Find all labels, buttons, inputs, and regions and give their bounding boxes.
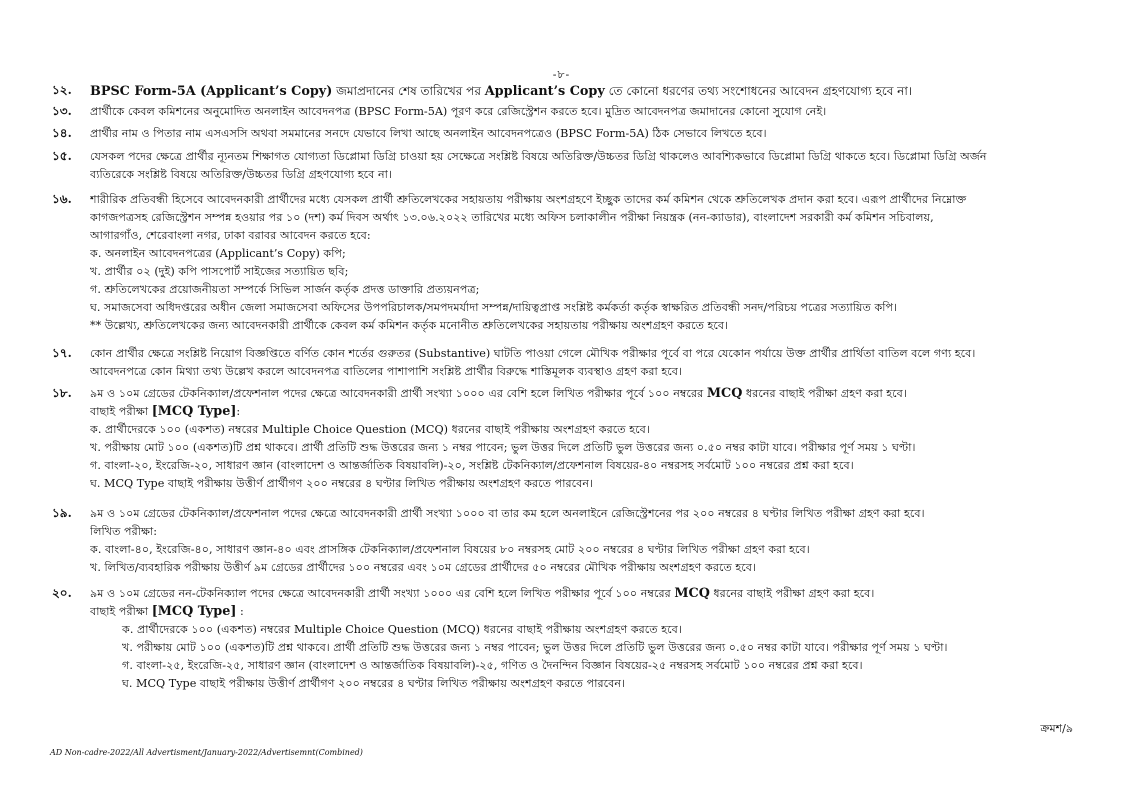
clause-line <box>90 82 1080 100</box>
text-run: লিখিত পরীক্ষা: <box>90 525 158 538</box>
clause-line <box>90 505 1080 523</box>
clause-line <box>90 639 1080 657</box>
clause-line <box>90 541 1080 559</box>
text-run: আগারগাঁও, শেরেবাংলা নগর, ঢাকা বরাবর আবেদন করতে হবে: <box>90 229 371 242</box>
text-run: কোন প্রার্থীর ক্ষেত্রে সংশ্লিষ্ট নিয়োগ বিজ্ঞপ্তিতে বর্ণিত কোন শর্তের গুরুতর (Substantive) ঘাটতি পাওয়া গেলে মৌখিক পরীক্ষার পূর্বে বা পরে যেকোন পর্যায়ে উক্ত প্রার্থীর প্রার্থিতা বাতিল বলে গণ্য হবে। <box>90 347 976 360</box>
clause-line <box>90 125 1080 143</box>
text-run: ক. অনলাইন আবেদনপত্রের (Applicant’s Copy) কপি; <box>90 247 346 260</box>
bold-text: [MCQ Type] <box>151 404 237 419</box>
text-run: : <box>236 605 244 618</box>
text-run: ব্যতিরেকে সংশ্লিষ্ট বিষয়ে অতিরিক্ত/উচ্চতর ডিগ্রি গ্রহণযোগ্য হবে না। <box>90 168 392 181</box>
clause-line <box>90 559 1080 577</box>
text-run: ঘ. MCQ Type বাছাই পরীক্ষায় উত্তীর্ণ প্রার্থীগণ ২০০ নম্বরের ৪ ঘণ্টার লিখিত পরীক্ষায় অংশগ্রহণ করতে পারবেন। <box>90 477 594 490</box>
clause-body <box>90 103 1080 121</box>
text-run: গ. বাংলা-২০, ইংরেজি-২০, সাধারণ জ্ঞান (বাংলাদেশ ও আন্তর্জাতিক বিষয়াবলি)-২০, সংশ্লিষ্ট টেকনিক্যাল/প্রফেশনাল বিষয়ের-৪০ নম্বরসহ সর্বমোট ১০০ নম্বরের প্রশ্ন করা হবে। <box>90 459 854 472</box>
clause-line <box>90 148 1080 166</box>
text-run: জমাপ্রদানের শেষ তারিখের পর <box>332 84 485 98</box>
clause-number: ১২. <box>52 83 72 97</box>
clause-line <box>90 421 1080 439</box>
text-run: তে কোনো ধরণের তথ্য সংশোধনের আবেদন গ্রহণযোগ্য হবে না। <box>604 84 913 98</box>
clause-line <box>90 603 1080 621</box>
clause-line <box>90 103 1080 121</box>
clause-line <box>90 385 1080 403</box>
clause-line <box>90 166 1080 184</box>
text-run: ক. বাংলা-৪০, ইংরেজি-৪০, সাধারণ জ্ঞান-৪০ এবং প্রাসঙ্গিক টেকনিক্যাল/প্রফেশনাল বিষয়ের ৮০ নম্বরসহ মোট ২০০ নম্বরের ৪ ঘণ্টার লিখিত পরীক্ষা গ্রহণ করা হবে। <box>90 543 810 556</box>
clause-line <box>90 585 1080 603</box>
bold-text: Applicant’s Copy <box>484 84 605 99</box>
clause-body <box>90 505 1080 577</box>
clause-line <box>90 457 1080 475</box>
clause-number: ১৮. <box>52 386 72 400</box>
clause-line <box>90 299 1080 317</box>
clause-body <box>90 125 1080 143</box>
text-run: গ. বাংলা-২৫, ইংরেজি-২৫, সাধারণ জ্ঞান (বাংলাদেশ ও আন্তর্জাতিক বিষয়াবলি)-২৫, গণিত ও দৈনন্দিন বিজ্ঞান বিষয়ের-২৫ নম্বরসহ সর্বমোট ১০০ নম্বরের প্রশ্ন করা হবে। <box>122 659 863 672</box>
clause-line <box>90 245 1080 263</box>
text-run: ** উল্লেখ্য, শ্রুতিলেখকের জন্য আবেদনকারী প্রার্থীকে কেবল কর্ম কমিশন কর্তৃক মনোনীত শ্রুতিলেখকের সহায়তায় পরীক্ষায় অংশগ্রহণ করতে হবে। <box>90 319 729 332</box>
text-run: ধরনের বাছাই পরীক্ষা গ্রহণ করা হবে। <box>742 387 907 400</box>
page-number: -৮- <box>552 68 571 81</box>
clause-line <box>90 281 1080 299</box>
clause-body <box>90 585 1080 693</box>
text-run: : <box>236 405 241 418</box>
text-run: ৯ম ও ১০ম গ্রেডের নন-টেকনিক্যাল পদের ক্ষেত্রে আবেদনকারী প্রার্থী সংখ্যা ১০০০ এর বেশি হলে লিখিত পরীক্ষার পূর্বে ১০০ নম্বরের <box>90 587 675 600</box>
clause-line <box>90 227 1080 245</box>
clause-line <box>90 263 1080 281</box>
clause-number: ১৬. <box>52 192 72 206</box>
clause-line <box>90 675 1080 693</box>
clause-body <box>90 191 1080 335</box>
clause-line <box>90 523 1080 541</box>
bold-text: BPSC Form-5A (Applicant’s Copy) <box>90 84 333 99</box>
text-run: ধরনের বাছাই পরীক্ষা গ্রহণ করা হবে। <box>709 587 875 600</box>
clause-line <box>90 363 1080 381</box>
bold-text: MCQ <box>674 586 710 601</box>
text-run: খ. প্রার্থীর ০২ (দুই) কপি পাসপোর্ট সাইজের সত্যায়িত ছবি; <box>90 265 349 278</box>
text-run: যেসকল পদের ক্ষেত্রে প্রার্থীর ন্যূনতম শিক্ষাগত যোগ্যতা ডিপ্লোমা ডিগ্রি চাওয়া হয় সেক্ষেত্রে সংশ্লিষ্ট বিষয়ে অতিরিক্ত/উচ্চতর ডিগ্রি থাকলেও আবশ্যিকভাবে ডিপ্লোমা ডিগ্রি থাকতে হবে। ডিপ্লোমা ডিগ্রি অর্জন <box>90 150 987 163</box>
text-run: খ. পরীক্ষায় মোট ১০০ (একশত)টি প্রশ্ন থাকবে। প্রার্থী প্রতিটি শুদ্ধ উত্তরের জন্য ১ নম্বর পাবেন; ভুল উত্তর দিলে প্রতিটি ভুল উত্তরের জন্য ০.৫০ নম্বর কাটা যাবে। পরীক্ষার পূর্ণ সময় ১ ঘণ্টা। <box>122 641 948 654</box>
clause-body <box>90 345 1080 381</box>
text-run: খ. লিখিত/ব্যবহারিক পরীক্ষায় উত্তীর্ণ ৯ম গ্রেডের প্রার্থীদের ১০০ নম্বরের এবং ১০ম গ্রেডের প্রার্থীদের ৫০ নম্বরের মৌখিক পরীক্ষায় অংশগ্রহণ করতে হবে। <box>90 561 757 574</box>
text-run: প্রার্থীকে কেবল কমিশনের অনুমোদিত অনলাইন আবেদনপত্র (BPSC Form-5A) পূরণ করে রেজিস্ট্রেশন করতে হবে। মুদ্রিত আবেদনপত্র জমাদানের কোনো সুযোগ নেই। <box>90 105 827 118</box>
text-run: ঘ. MCQ Type বাছাই পরীক্ষায় উত্তীর্ণ প্রার্থীগণ ২০০ নম্বরের ৪ ঘণ্টার লিখিত পরীক্ষায় অংশগ্রহণ করতে পারবেন। <box>122 677 626 690</box>
text-run: বাছাই পরীক্ষা <box>90 605 152 618</box>
bold-text: MCQ <box>706 386 743 401</box>
text-run: আবেদনপত্রে কোন মিথ্যা তথ্য উল্লেখ করলে আবেদনপত্র বাতিলের পাশাপাশি সংশ্লিষ্ট প্রার্থীর বিরুদ্ধে শাস্তিমূলক ব্যবস্থাও গ্রহণ করা হবে। <box>90 365 682 378</box>
text-run: প্রার্থীর নাম ও পিতার নাম এসএসসি অথবা সমমানের সনদে যেভাবে লিখা আছে অনলাইন আবেদনপত্রেও (BPSC Form-5A) ঠিক সেভাবে লিখতে হবে। <box>90 127 767 140</box>
clause-number: ১৫. <box>52 149 72 163</box>
clause-number: ১৭. <box>52 346 72 360</box>
clause-line <box>90 657 1080 675</box>
clause-body <box>90 82 1080 100</box>
text-run: ক. প্রার্থীদেরকে ১০০ (একশত) নম্বরের Multiple Choice Question (MCQ) ধরনের বাছাই পরীক্ষায় অংশগ্রহণ করতে হবে। <box>122 623 682 636</box>
bold-text: [MCQ Type] <box>151 604 237 619</box>
continued-note: ক্রমশ/৯ <box>1040 722 1073 735</box>
clause-number: ২০. <box>52 586 72 600</box>
text-run: কাগজপত্রসহ রেজিস্ট্রেশন সম্পন্ন হওয়ার পর ১০ (দশ) কর্ম দিবস অর্থাৎ ১৩.০৬.২০২২ তারিখের মধ্যে অফিস চলাকালীন পরীক্ষা নিয়ন্ত্রক (নন-ক্যাডার), বাংলাদেশ সরকারী কর্ম কমিশন সচিবালয়, <box>90 211 934 224</box>
clause-body <box>90 385 1080 493</box>
clause-line <box>90 621 1080 639</box>
clause-number: ১৩. <box>52 104 72 118</box>
clause-line <box>90 209 1080 227</box>
clause-body <box>90 148 1080 184</box>
text-run: শারীরিক প্রতিবন্ধী হিসেবে আবেদনকারী প্রার্থীদের মধ্যে যেসকল প্রার্থী শ্রুতিলেখকের সহায়তায় পরীক্ষায় অংশগ্রহণে ইচ্ছুক তাদের কর্ম কমিশন থেকে শ্রুতিলেখক প্রদান করা হবে। এরূপ প্রার্থীদের নিম্নোক্ত <box>90 193 967 206</box>
clause-line <box>90 317 1080 335</box>
text-run: খ. পরীক্ষায় মোট ১০০ (একশত)টি প্রশ্ন থাকবে। প্রার্থী প্রতিটি শুদ্ধ উত্তরের জন্য ১ নম্বর পাবেন; ভুল উত্তর দিলে প্রতিটি ভুল উত্তরের জন্য ০.৫০ নম্বর কাটা যাবে। পরীক্ষার পূর্ণ সময় ১ ঘণ্টা। <box>90 441 916 454</box>
text-run: ৯ম ও ১০ম গ্রেডের টেকনিক্যাল/প্রফেশনাল পদের ক্ষেত্রে আবেদনকারী প্রার্থী সংখ্যা ১০০০ এর বেশি হলে লিখিত পরীক্ষার পূর্বে ১০০ নম্বরের <box>90 387 707 400</box>
text-run: বাছাই পরীক্ষা <box>90 405 152 418</box>
clause-line <box>90 475 1080 493</box>
clause-line <box>90 345 1080 363</box>
footer-path: AD Non-cadre-2022/All Advertisment/January-2022/Advertisemnt(Combined) <box>50 748 363 757</box>
clause-number: ১৯. <box>52 506 72 520</box>
clause-number: ১৪. <box>52 126 72 140</box>
clause-line <box>90 439 1080 457</box>
text-run: গ. শ্রুতিলেখকের প্রয়োজনীয়তা সম্পর্কে সিভিল সার্জন কর্তৃক প্রদত্ত ডাক্তারি প্রত্যয়নপত্র; <box>90 283 480 296</box>
text-run: ৯ম ও ১০ম গ্রেডের টেকনিক্যাল/প্রফেশনাল পদের ক্ষেত্রে আবেদনকারী প্রার্থী সংখ্যা ১০০০ বা তার কম হলে অনলাইনে রেজিস্ট্রেশনের পর ২০০ নম্বরের ৪ ঘণ্টার লিখিত পরীক্ষা গ্রহণ করা হবে। <box>90 507 925 520</box>
text-run: ঘ. সমাজসেবা অধিদপ্তরের অধীন জেলা সমাজসেবা অফিসের উপপরিচালক/সমপদমর্যাদা সম্পন্ন/দায়িত্বপ্রাপ্ত সংশ্লিষ্ট কর্মকর্তা কর্তৃক স্বাক্ষরিত প্রতিবন্ধী সনদ/পরিচয় পত্রের সত্যায়িত কপি। <box>90 301 898 314</box>
clause-line <box>90 403 1080 421</box>
clause-line <box>90 191 1080 209</box>
text-run: ক. প্রার্থীদেরকে ১০০ (একশত) নম্বরের Multiple Choice Question (MCQ) ধরনের বাছাই পরীক্ষায় অংশগ্রহণ করতে হবে। <box>90 423 650 436</box>
